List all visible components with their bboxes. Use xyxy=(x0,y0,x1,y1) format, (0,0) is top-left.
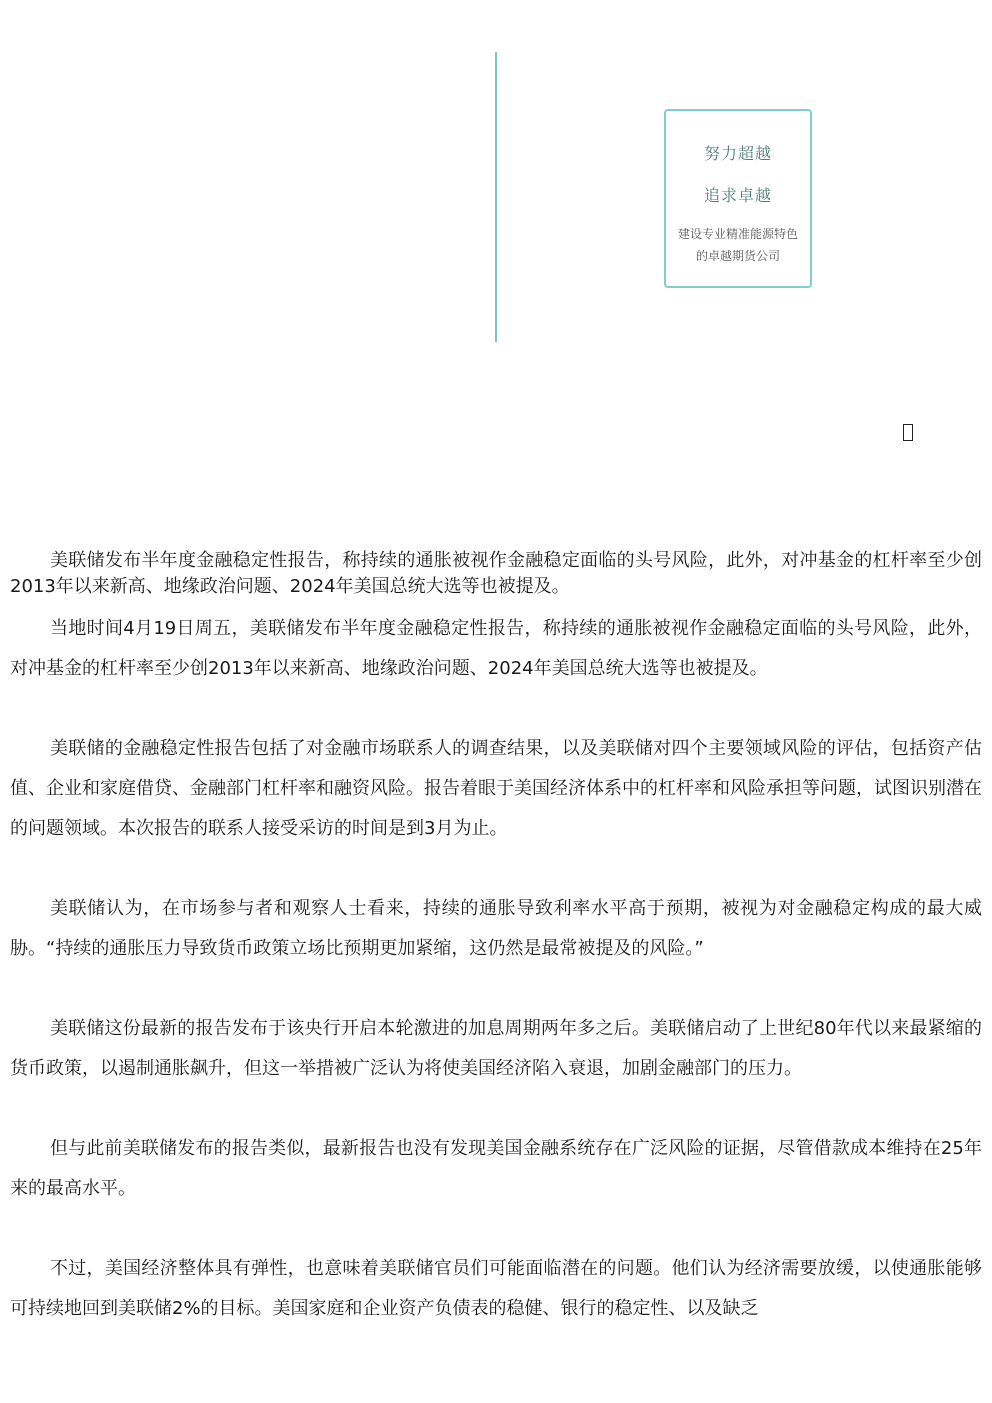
slogan-subtitle: 建设专业精准能源特色的卓越期货公司 xyxy=(677,227,798,263)
article-paragraph: 美联储认为，在市场参与者和观察人士看来，持续的通胀导致利率水平高于预期，被视为对金融稳定构成的最大威胁。“持续的通胀压力导致货币政策立场比预期更加紧缩，这仍然是最常被提及的风险。” xyxy=(10,898,982,959)
paragraph-spacer xyxy=(10,1089,982,1129)
paragraph-spacer xyxy=(10,849,982,889)
slogan-line-1: 努力超越 xyxy=(703,144,772,163)
article-paragraph: 但与此前美联储发布的报告类似，最新报告也没有发现美国金融系统存在广泛风险的证据，尽管借款成本维持在25年来的最高水平。 xyxy=(10,1138,982,1199)
article-paragraph: 美联储的金融稳定性报告包括了对金融市场联系人的调查结果，以及美联储对四个主要领域风险的评估，包括资产估值、企业和家庭借贷、金融部门杠杆率和融资风险。报告着眼于美国经济体系中的杠杆率和风险承担等问题，试图识别潜在的问题领域。本次报告的联系人接受采访的时间是到3月为止。 xyxy=(10,738,982,839)
missing-glyph-icon xyxy=(903,424,913,441)
paragraph-spacer xyxy=(10,1209,982,1249)
article-paragraph: 不过，美国经济整体具有弹性，也意味着美联储官员们可能面临潜在的问题。他们认为经济需要放缓，以使通胀能够可持续地回到美联储2%的目标。美国家庭和企业资产负债表的稳健、银行的稳定性、以及缺乏 xyxy=(10,1258,982,1319)
article-paragraph: 当地时间4月19日周五，美联储发布半年度金融稳定性报告，称持续的通胀被视作金融稳定面临的头号风险，此外，对冲基金的杠杆率至少创2013年以来新高、地缘政治问题、2024年美国总统大选等也被提及。 xyxy=(10,618,982,679)
article-body xyxy=(10,548,982,1329)
paragraph-spacer xyxy=(10,689,982,729)
article-paragraph: 美联储这份最新的报告发布于该央行开启本轮激进的加息周期两年多之后。美联储启动了上世纪80年代以来最紧缩的货币政策，以遏制通胀飙升，但这一举措被广泛认为将使美国经济陷入衰退，加剧金融部门的压力。 xyxy=(10,1018,982,1079)
paragraph-spacer xyxy=(10,969,982,1009)
article-summary: 美联储发布半年度金融稳定性报告，称持续的通胀被视作金融稳定面临的头号风险，此外，对冲基金的杠杆率至少创2013年以来新高、地缘政治问题、2024年美国总统大选等也被提及。 xyxy=(10,550,982,597)
slogan-line-2: 追求卓越 xyxy=(703,186,772,205)
vertical-divider-line xyxy=(495,52,497,342)
slogan-box xyxy=(664,109,812,288)
